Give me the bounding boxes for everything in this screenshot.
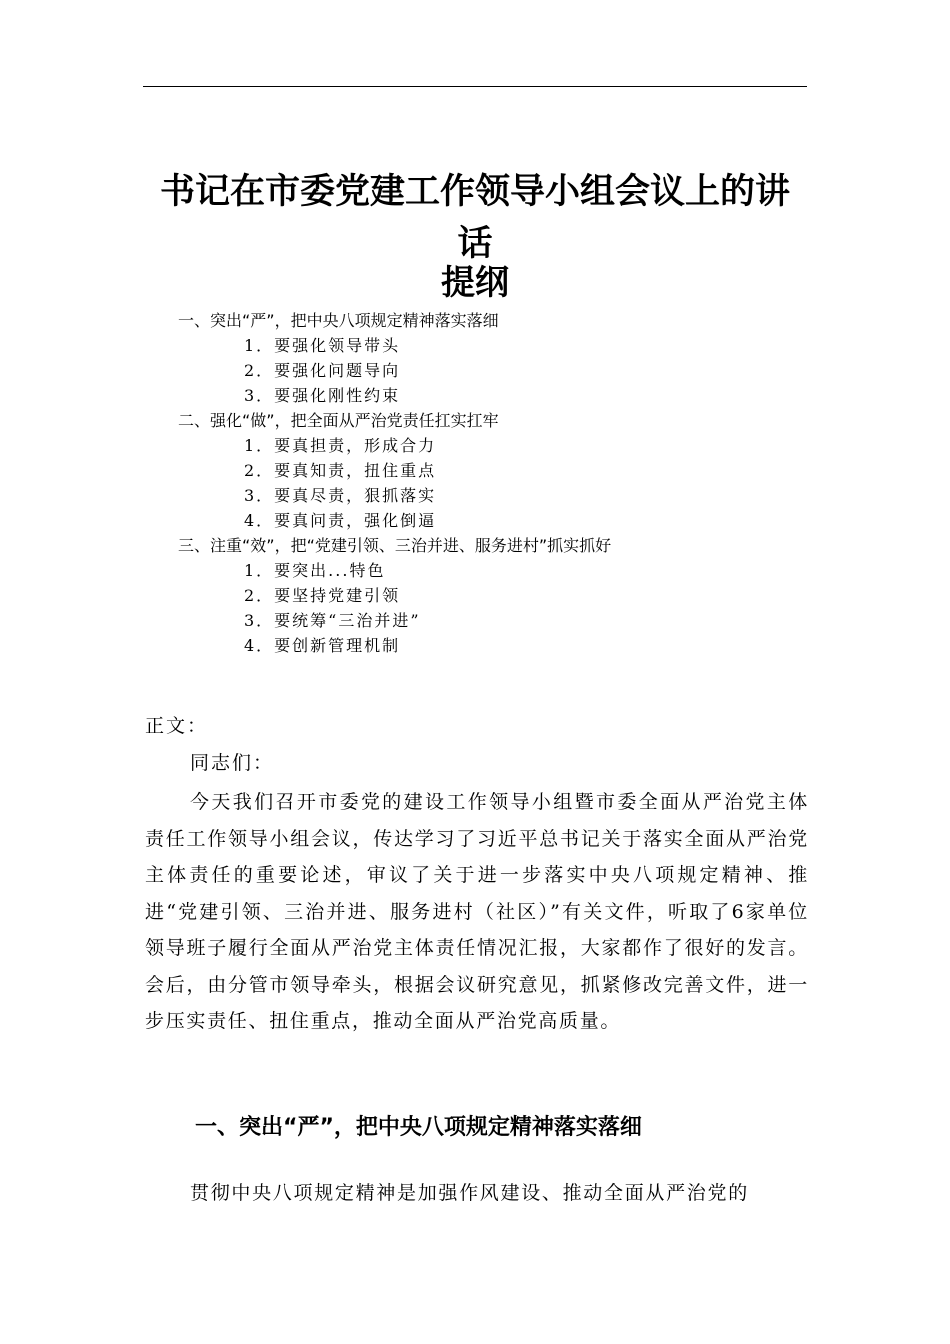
greeting: 同志们： — [190, 752, 275, 774]
outline-item: 1．要强化领导带头 — [244, 336, 401, 355]
document-title: 书记在市委党建工作领导小组会议上的讲话 — [159, 172, 790, 264]
section-heading: 一、突出“严”，把中央八项规定精神落实落细 — [195, 1115, 642, 1140]
outline-section-heading: 一、突出“严”，把中央八项规定精神落实落细 — [178, 311, 499, 330]
body-label: 正文： — [145, 715, 209, 737]
outline-list — [0, 308, 950, 658]
outline-section-heading: 三、注重“效”，把“党建引领、三治并进、服务进村”抓实抓好 — [178, 536, 612, 555]
outline-item: 4．要创新管理机制 — [244, 636, 401, 655]
outline-item: 1．要真担责，形成合力 — [244, 436, 437, 455]
outline-item: 1．要突出...特色 — [244, 561, 386, 580]
outline-item: 3．要真尽责，狠抓落实 — [244, 486, 437, 505]
section-paragraph: 贯彻中央八项规定精神是加强作风建设、推动全面从严治党的 — [190, 1182, 749, 1204]
header-rule — [143, 86, 807, 87]
outline-item: 2．要坚持党建引领 — [244, 586, 401, 605]
outline-item: 2．要真知责，扭住重点 — [244, 461, 437, 480]
outline-section-heading: 二、强化“做”，把全面从严治党责任扛实扛牢 — [178, 411, 499, 430]
outline-item: 3．要强化刚性约束 — [244, 386, 401, 405]
outline-item: 2．要强化问题导向 — [244, 361, 401, 380]
outline-item: 3．要统筹“三治并进” — [244, 611, 421, 630]
outline-item: 4．要真问责，强化倒逼 — [244, 511, 437, 530]
opening-paragraph: 今天我们召开市委党的建设工作领导小组暨市委全面从严治党主体责任工作领导小组会议，传达学习了习近平总书记关于落实全面从严治党主体责任的重要论述，审议了关于进一步落实中央八项规定精神、推进“党建引领、三治并进、服务进村（社区）”有关文件，听取了6家单位领导班子履行全面从严治党主体责任情况汇报，大家都作了很好的发言。会后，由分管市领导牵头，根据会议研究意见，抓紧修改完善文件，进一步压实责任、扭住重点，推动全面从严治党高质量。 — [145, 791, 809, 1032]
outline-title: 提纲 — [441, 263, 509, 303]
